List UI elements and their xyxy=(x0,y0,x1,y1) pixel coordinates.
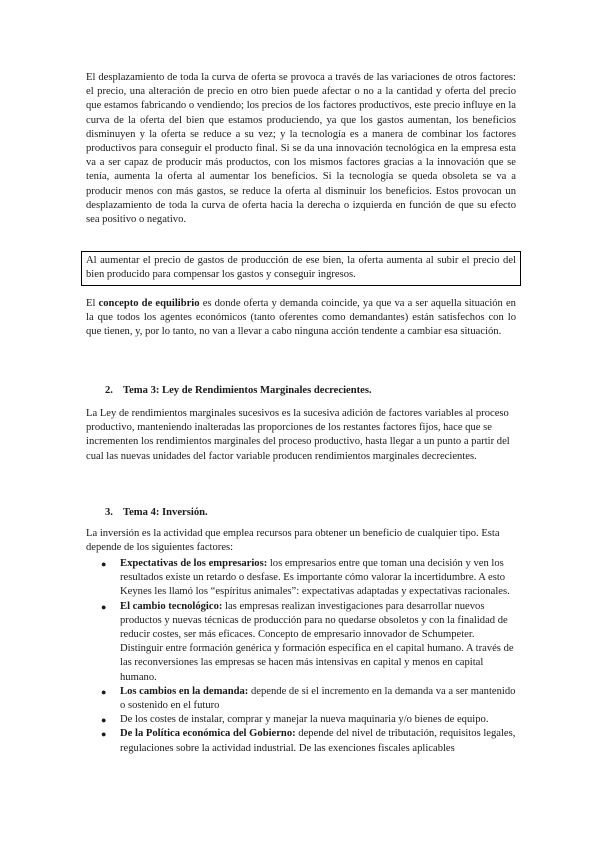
list-item-text: las empresas realizan investigaciones para desarrollar nuevos productos y nuevas técnicas de producción para no quedarse obsoletos y con la finalidad de reducir costes, ser más eficaces. Concepto de empresario innovador de Schumpeter. Distinguir entre formación genérica y formación específica en el capital humano. A través de las reconversiones las empresas se hacen más intensivas en capital y menos en capital humano. xyxy=(120,600,514,683)
list-item-term: Expectativas de los empresarios: xyxy=(120,558,268,569)
list-item xyxy=(101,685,519,713)
section-3-heading xyxy=(105,506,208,520)
equilibrio-lead: El xyxy=(86,298,99,309)
list-item-term: Los cambios en la demanda: xyxy=(120,685,249,697)
section-3-number: 3. xyxy=(105,507,113,518)
list-item xyxy=(101,713,519,727)
bullet-icon: ● xyxy=(101,715,107,726)
paragraph-equilibrio xyxy=(86,297,516,340)
list-item xyxy=(101,600,519,685)
bullet-icon: ● xyxy=(101,686,107,697)
section-3-intro: La inversión es la actividad que emplea recursos para obtener un beneficio de cualquier tipo. Esta depende de los siguientes factores: xyxy=(86,528,500,554)
factors-list xyxy=(101,557,519,756)
section-2-title: Tema 3: Ley de Rendimientos Marginales decrecientes. xyxy=(123,385,372,396)
equilibrio-term: concepto de equilibrio xyxy=(98,298,200,309)
list-item-term: De la Política económica del Gobierno: xyxy=(120,728,296,740)
paragraph-oferta: El desplazamiento de toda la curva de oferta se provoca a través de las variaciones de otros factores: el precio, una alteración de precio en otro bien puede afectar o no a la cantidad y oferta del precio que estamos fabricando o vendiendo; los precios de los factores productivos, este precio influye en la curva de la oferta del bien que estamos produciendo, ya que los gastos aumentan, los beneficios disminuyen y la oferta se reduce a su vez; y la tecnología es a manera de combinar los factores productivos para conseguir el producto final. Si se da una innovación tecnológica en la empresa esta va a ser capaz de producir más productos, con los mismos factores gracias a la innovación que se tenía, aumenta la oferta al aumentar los beneficios. Si la tecnología se queda obsoleta se va a producir menos con más gastos, se reduce la oferta al disminuir los beneficios. Estos provocan un desplazamiento de toda la curva de oferta hacia la derecha o izquierda en función de que su efecto sea positivo o negativo. xyxy=(86,72,516,226)
list-item-text: depende del nivel de tributación, requisitos legales, regulaciones sobre la actividad industrial. De las exenciones fiscales aplicables xyxy=(120,728,516,754)
section-2-number: 2. xyxy=(105,385,113,396)
section-3-title: Tema 4: Inversión. xyxy=(123,507,208,518)
list-item xyxy=(101,557,519,600)
equilibrio-rest: es donde oferta y demanda coincide, ya que va a ser aquella situación en la que todos los agentes económicos (tanto oferentes como demandantes) están satisfechos con lo que tienen, y, por lo tanto, no van a llevar a cabo ninguna acción tendente a cambiar esa situación. xyxy=(86,298,516,338)
section-2-body: La Ley de rendimientos marginales sucesivos es la sucesiva adición de factores variables al proceso productivo, manteniendo inalteradas las proporciones de los restantes factores fijos, hace que se incrementen los rendimientos marginales del proceso productivo, hasta llegar a un punto a partir del cual las nuevas unidades del factor variable producen rendimientos marginales decrecientes. xyxy=(86,408,510,462)
bullet-icon: ● xyxy=(101,729,107,740)
bullet-icon: ● xyxy=(101,559,107,569)
list-item-term: El cambio tecnológico: xyxy=(120,600,223,612)
list-item-text: De los costes de instalar, comprar y manejar la nueva maquinaria y/o bienes de equipo. xyxy=(120,714,489,726)
bullet-icon: ● xyxy=(101,601,107,612)
list-item-text: los empresarios entre que toman una decisión y ven los resultados existe un retardo o desfase. Es importante cómo valorar la incertidumbre. A esto Keynes les llamó los “espíritus animales”: expectativas adaptadas y expectativas racionales. xyxy=(120,558,510,598)
boxed-note: Al aumentar el precio de gastos de producción de ese bien, la oferta aumenta al subir el precio del bien producido para compensar los gastos y conseguir ingresos. xyxy=(81,251,521,286)
section-2-heading xyxy=(105,384,372,398)
list-item xyxy=(101,727,519,755)
list-item-text: depende de si el incremento en la demanda va a ser mantenido o sostenido en el futuro xyxy=(120,685,516,712)
